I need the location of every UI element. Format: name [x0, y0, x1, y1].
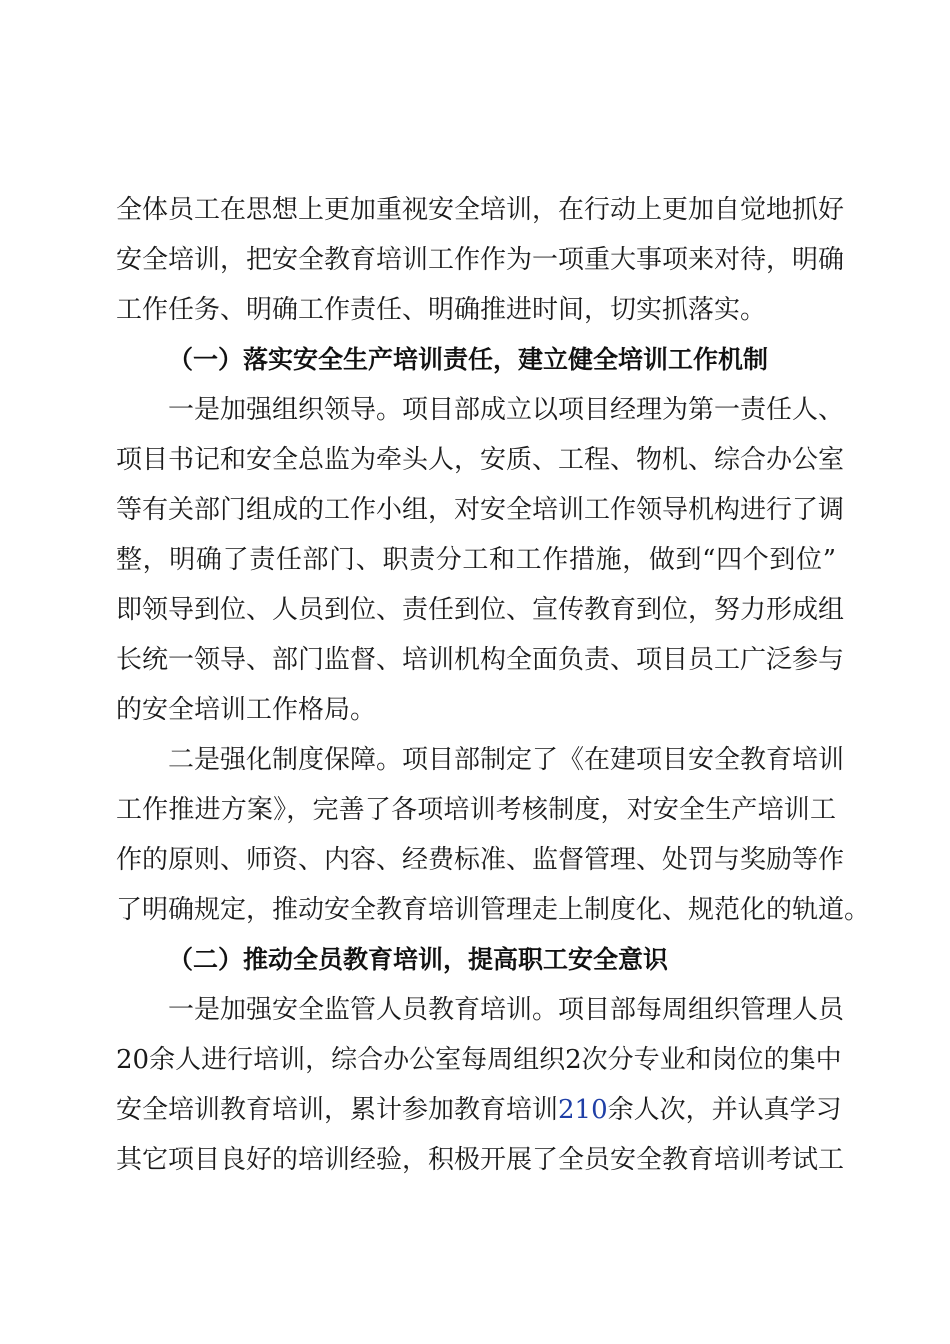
paragraph-2-line-2: 项目书记和安全总监为牵头人，安质、工程、物机、综合办公室	[116, 445, 845, 475]
paragraph-3-line-4: 了明确规定，推动安全教育培训管理走上制度化、规范化的轨道。	[116, 895, 871, 925]
paragraph-3-line-1: 二是强化制度保障。项目部制定了《在建项目安全教育培训	[168, 745, 845, 775]
paragraph-1-line-2: 安全培训，把安全教育培训工作作为一项重大事项来对待，明确	[116, 245, 845, 275]
paragraph-4-line-1: 一是加强安全监管人员教育培训。项目部每周组织管理人员	[168, 995, 845, 1025]
paragraph-2-line-1: 一是加强组织领导。项目部成立以项目经理为第一责任人、	[168, 395, 845, 425]
paragraph-4-line-3-text-before: 安全培训教育培训，累计参加教育培训	[116, 1095, 559, 1125]
highlighted-number: 210	[558, 1095, 608, 1125]
paragraph-2-line-5: 即领导到位、人员到位、责任到位、宣传教育到位，努力形成组	[116, 595, 845, 625]
paragraph-4-line-2: 20余人进行培训，综合办公室每周组织2次分专业和岗位的集中	[116, 1045, 842, 1075]
section-heading-2: （二）推动全员教育培训，提高职工安全意识	[168, 945, 669, 974]
paragraph-4-line-4: 其它项目良好的培训经验，积极开展了全员安全教育培训考试工	[116, 1145, 845, 1175]
paragraph-2-line-4: 整，明确了责任部门、职责分工和工作措施，做到“四个到位”	[116, 545, 836, 575]
paragraph-4-line-3-text-after: 余人次，并认真学习	[607, 1095, 842, 1125]
section-heading-1: （一）落实安全生产培训责任，建立健全培训工作机制	[168, 345, 769, 374]
paragraph-2-line-7: 的安全培训工作格局。	[116, 695, 377, 725]
paragraph-1-line-1: 全体员工在思想上更加重视安全培训，在行动上更加自觉地抓好	[116, 195, 845, 225]
paragraph-4-line-3	[116, 1090, 842, 1130]
paragraph-1-line-3: 工作任务、明确工作责任、明确推进时间，切实抓落实。	[116, 295, 767, 325]
paragraph-3-line-2: 工作推进方案》，完善了各项培训考核制度，对安全生产培训工	[116, 795, 836, 825]
paragraph-3-line-3: 作的原则、师资、内容、经费标准、监督管理、处罚与奖励等作	[116, 845, 845, 875]
paragraph-2-line-6: 长统一领导、部门监督、培训机构全面负责、项目员工广泛参与	[116, 645, 845, 675]
paragraph-2-line-3: 等有关部门组成的工作小组，对安全培训工作领导机构进行了调	[116, 495, 845, 525]
